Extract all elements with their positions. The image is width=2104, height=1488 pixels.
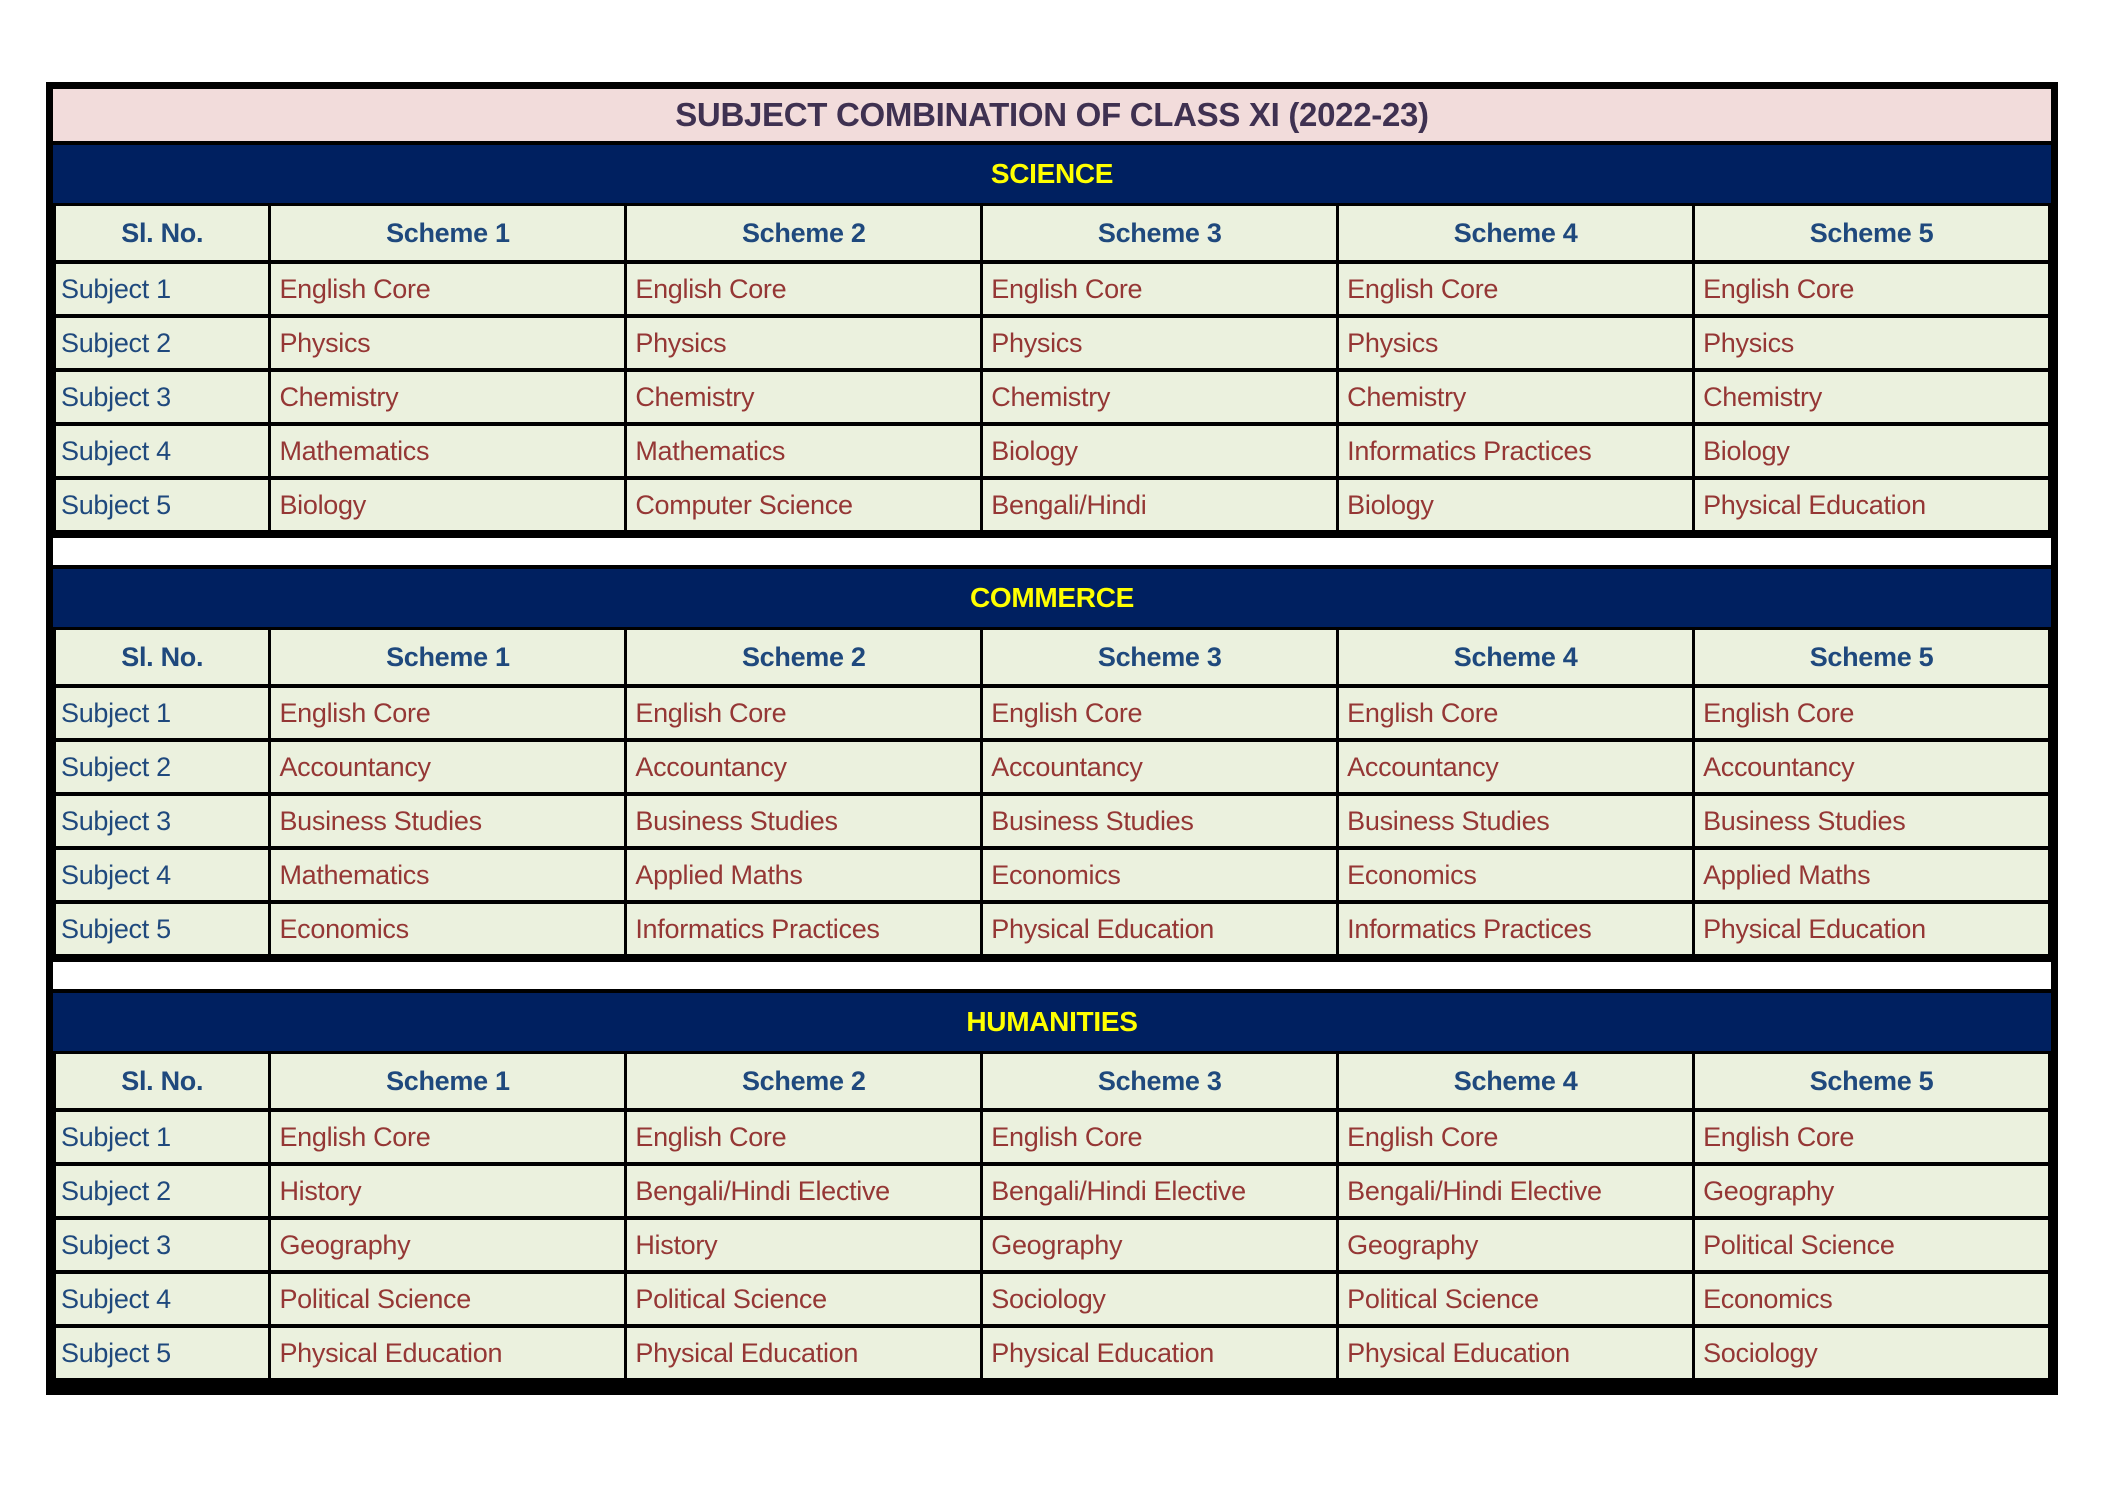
row-label: Subject 2 bbox=[55, 316, 270, 370]
subject-cell: English Core bbox=[626, 686, 982, 740]
table-row bbox=[55, 740, 2050, 794]
row-label: Subject 4 bbox=[55, 1272, 270, 1326]
subject-cell: Business Studies bbox=[1338, 794, 1694, 848]
table-row bbox=[55, 794, 2050, 848]
column-header: Sl. No. bbox=[55, 629, 270, 687]
section-header-science: SCIENCE bbox=[53, 145, 2051, 203]
subject-cell: Accountancy bbox=[982, 740, 1338, 794]
subject-cell: Physical Education bbox=[1694, 902, 2050, 956]
row-label: Subject 1 bbox=[55, 686, 270, 740]
subject-cell: Economics bbox=[270, 902, 626, 956]
subject-cell: English Core bbox=[270, 1110, 626, 1164]
subject-cell: Chemistry bbox=[1694, 370, 2050, 424]
table-row bbox=[55, 370, 2050, 424]
subject-cell: Applied Maths bbox=[626, 848, 982, 902]
subject-cell: Physical Education bbox=[1338, 1326, 1694, 1380]
row-label: Subject 1 bbox=[55, 262, 270, 316]
table-row bbox=[55, 1218, 2050, 1272]
subject-cell: Accountancy bbox=[626, 740, 982, 794]
table-row bbox=[55, 478, 2050, 532]
subject-cell: Informatics Practices bbox=[1338, 902, 1694, 956]
subject-cell: Bengali/Hindi bbox=[982, 478, 1338, 532]
subject-cell: Accountancy bbox=[1694, 740, 2050, 794]
subject-cell: Economics bbox=[1338, 848, 1694, 902]
subject-cell: Physical Education bbox=[1694, 478, 2050, 532]
subject-cell: English Core bbox=[1338, 1110, 1694, 1164]
row-label: Subject 2 bbox=[55, 740, 270, 794]
row-label: Subject 5 bbox=[55, 1326, 270, 1380]
row-label: Subject 2 bbox=[55, 1164, 270, 1218]
row-label: Subject 1 bbox=[55, 1110, 270, 1164]
column-header: Sl. No. bbox=[55, 1053, 270, 1111]
column-header: Scheme 1 bbox=[270, 629, 626, 687]
subject-cell: Business Studies bbox=[982, 794, 1338, 848]
science-table bbox=[53, 203, 2051, 534]
subject-cell: Chemistry bbox=[270, 370, 626, 424]
section-divider bbox=[53, 534, 2051, 569]
subject-cell: English Core bbox=[1338, 262, 1694, 316]
subject-cell: Physical Education bbox=[982, 902, 1338, 956]
subject-cell: Political Science bbox=[1694, 1218, 2050, 1272]
subject-cell: Accountancy bbox=[1338, 740, 1694, 794]
subject-cell: History bbox=[626, 1218, 982, 1272]
column-header: Scheme 1 bbox=[270, 1053, 626, 1111]
column-header: Scheme 3 bbox=[982, 629, 1338, 687]
subject-cell: Chemistry bbox=[982, 370, 1338, 424]
subject-cell: Political Science bbox=[1338, 1272, 1694, 1326]
column-header: Scheme 3 bbox=[982, 1053, 1338, 1111]
subject-cell: Business Studies bbox=[626, 794, 982, 848]
subject-cell: Geography bbox=[1694, 1164, 2050, 1218]
subject-cell: Applied Maths bbox=[1694, 848, 2050, 902]
table-row bbox=[55, 848, 2050, 902]
subject-cell: Mathematics bbox=[626, 424, 982, 478]
section-divider bbox=[53, 958, 2051, 993]
subject-cell: English Core bbox=[982, 262, 1338, 316]
table-row bbox=[55, 262, 2050, 316]
subject-cell: English Core bbox=[982, 1110, 1338, 1164]
subject-cell: English Core bbox=[626, 262, 982, 316]
subject-cell: Bengali/Hindi Elective bbox=[982, 1164, 1338, 1218]
subject-cell: English Core bbox=[270, 262, 626, 316]
subject-cell: Sociology bbox=[1694, 1326, 2050, 1380]
row-label: Subject 5 bbox=[55, 478, 270, 532]
commerce-table bbox=[53, 627, 2051, 958]
subject-cell: English Core bbox=[626, 1110, 982, 1164]
subject-cell: Physical Education bbox=[982, 1326, 1338, 1380]
column-header: Scheme 2 bbox=[626, 629, 982, 687]
table-row bbox=[55, 1164, 2050, 1218]
subject-cell: Geography bbox=[270, 1218, 626, 1272]
subject-cell: Chemistry bbox=[626, 370, 982, 424]
column-header: Scheme 4 bbox=[1338, 205, 1694, 263]
subject-cell: Political Science bbox=[270, 1272, 626, 1326]
subject-cell: Chemistry bbox=[1338, 370, 1694, 424]
subject-cell: English Core bbox=[982, 686, 1338, 740]
subject-cell: Computer Science bbox=[626, 478, 982, 532]
science-header-row bbox=[55, 205, 2050, 263]
column-header: Scheme 5 bbox=[1694, 205, 2050, 263]
row-label: Subject 4 bbox=[55, 424, 270, 478]
subject-cell: Physics bbox=[982, 316, 1338, 370]
page-title: SUBJECT COMBINATION OF CLASS XI (2022-23) bbox=[53, 89, 2051, 145]
row-label: Subject 4 bbox=[55, 848, 270, 902]
table-row bbox=[55, 686, 2050, 740]
subject-cell: Sociology bbox=[982, 1272, 1338, 1326]
subject-cell: English Core bbox=[1694, 1110, 2050, 1164]
subject-cell: Physics bbox=[270, 316, 626, 370]
column-header: Scheme 4 bbox=[1338, 1053, 1694, 1111]
subject-cell: Physical Education bbox=[626, 1326, 982, 1380]
subject-combination-document bbox=[46, 82, 2058, 1395]
subject-cell: English Core bbox=[1338, 686, 1694, 740]
section-header-humanities: HUMANITIES bbox=[53, 993, 2051, 1051]
humanities-table bbox=[53, 1051, 2051, 1382]
row-label: Subject 5 bbox=[55, 902, 270, 956]
table-row bbox=[55, 1326, 2050, 1380]
column-header: Scheme 3 bbox=[982, 205, 1338, 263]
table-row bbox=[55, 1110, 2050, 1164]
subject-cell: Informatics Practices bbox=[1338, 424, 1694, 478]
subject-cell: Biology bbox=[1694, 424, 2050, 478]
subject-cell: English Core bbox=[1694, 686, 2050, 740]
subject-cell: Accountancy bbox=[270, 740, 626, 794]
subject-cell: Informatics Practices bbox=[626, 902, 982, 956]
subject-cell: Business Studies bbox=[1694, 794, 2050, 848]
subject-cell: Physics bbox=[1338, 316, 1694, 370]
column-header: Sl. No. bbox=[55, 205, 270, 263]
column-header: Scheme 4 bbox=[1338, 629, 1694, 687]
table-row bbox=[55, 1272, 2050, 1326]
subject-cell: Physical Education bbox=[270, 1326, 626, 1380]
subject-cell: History bbox=[270, 1164, 626, 1218]
subject-cell: Political Science bbox=[626, 1272, 982, 1326]
subject-cell: Bengali/Hindi Elective bbox=[626, 1164, 982, 1218]
table-row bbox=[55, 424, 2050, 478]
subject-cell: Geography bbox=[1338, 1218, 1694, 1272]
subject-cell: Biology bbox=[982, 424, 1338, 478]
section-header-commerce: COMMERCE bbox=[53, 569, 2051, 627]
subject-cell: English Core bbox=[1694, 262, 2050, 316]
row-label: Subject 3 bbox=[55, 794, 270, 848]
humanities-header-row bbox=[55, 1053, 2050, 1111]
subject-cell: Economics bbox=[982, 848, 1338, 902]
subject-cell: Physics bbox=[1694, 316, 2050, 370]
column-header: Scheme 5 bbox=[1694, 1053, 2050, 1111]
column-header: Scheme 2 bbox=[626, 205, 982, 263]
row-label: Subject 3 bbox=[55, 1218, 270, 1272]
table-row bbox=[55, 902, 2050, 956]
subject-cell: Business Studies bbox=[270, 794, 626, 848]
subject-cell: Geography bbox=[982, 1218, 1338, 1272]
subject-cell: Mathematics bbox=[270, 848, 626, 902]
row-label: Subject 3 bbox=[55, 370, 270, 424]
subject-cell: Physics bbox=[626, 316, 982, 370]
column-header: Scheme 2 bbox=[626, 1053, 982, 1111]
column-header: Scheme 5 bbox=[1694, 629, 2050, 687]
subject-cell: Mathematics bbox=[270, 424, 626, 478]
commerce-header-row bbox=[55, 629, 2050, 687]
subject-cell: Bengali/Hindi Elective bbox=[1338, 1164, 1694, 1218]
subject-cell: Economics bbox=[1694, 1272, 2050, 1326]
subject-cell: English Core bbox=[270, 686, 626, 740]
subject-cell: Biology bbox=[270, 478, 626, 532]
subject-cell: Biology bbox=[1338, 478, 1694, 532]
table-row bbox=[55, 316, 2050, 370]
column-header: Scheme 1 bbox=[270, 205, 626, 263]
